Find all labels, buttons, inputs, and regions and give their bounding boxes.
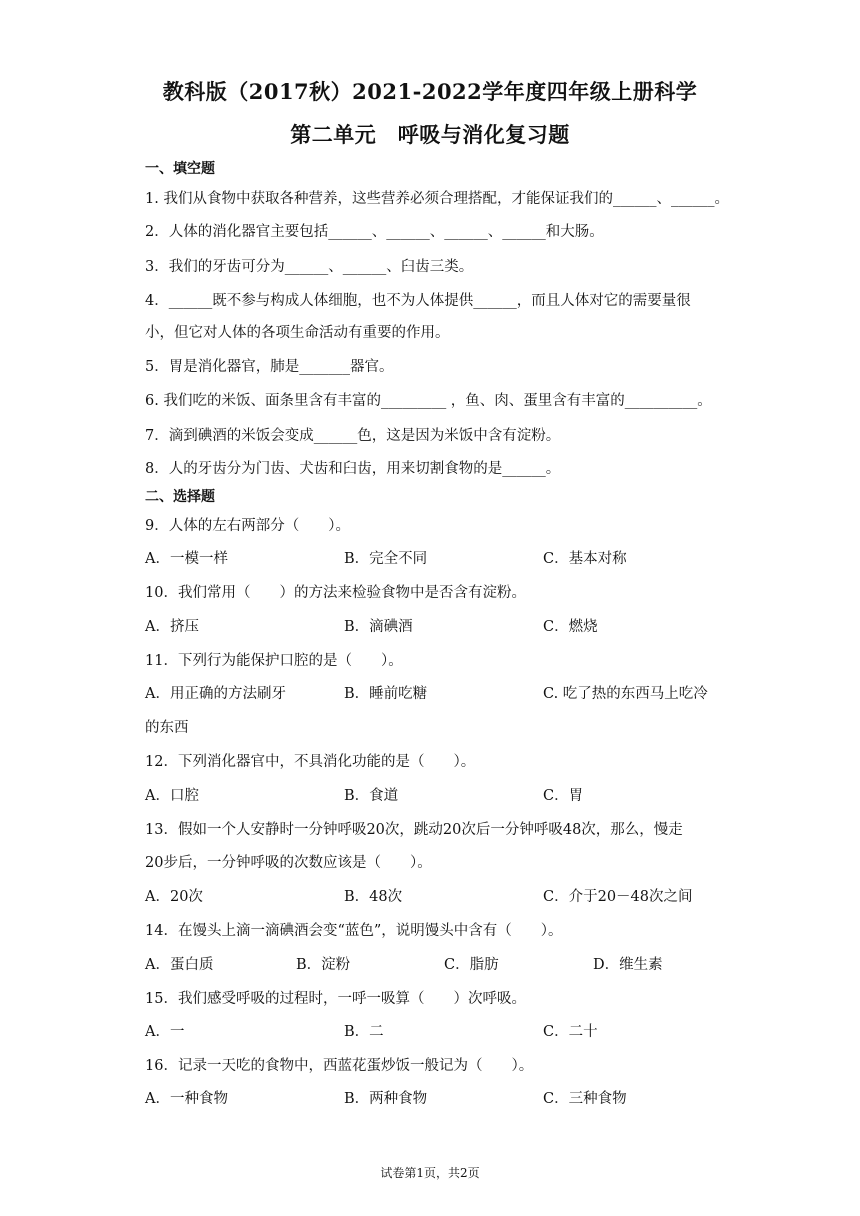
fill-question-4: 4．______既不参与构成人体细胞，也不为人体提供______，而且人体对它的需要量很	[145, 293, 691, 309]
option-12c: C．胃	[543, 788, 584, 804]
option-13a: A．20次	[145, 889, 203, 905]
option-9c: C．基本对称	[543, 551, 627, 567]
option-11a: A．用正确的方法刷牙	[145, 686, 286, 702]
option-15a: A．一	[145, 1024, 185, 1040]
fill-question-8: 8．人的牙齿分为门齿、犬齿和臼齿，用来切割食物的是______。	[145, 461, 561, 477]
option-16b: B．两种食物	[344, 1091, 428, 1107]
title-line-2: 第二单元 呼吸与消化复习题	[290, 122, 570, 147]
fill-question-4-cont: 小，但它对人体的各项生命活动有重要的作用。	[145, 325, 450, 341]
option-14d: D．维生素	[593, 957, 663, 973]
option-9a: A．一模一样	[145, 551, 228, 567]
option-13c: C．介于20－48次之间	[543, 889, 693, 905]
option-11c: C. 吃了热的东西马上吃冷	[543, 686, 708, 702]
choice-question-13: 13．假如一个人安静时一分钟呼吸20次，跳动20次后一分钟呼吸48次，那么，慢走	[145, 822, 683, 838]
option-11b: B．睡前吃糖	[344, 686, 428, 702]
option-14b: B．淀粉	[296, 957, 351, 973]
option-15b: B．二	[344, 1024, 384, 1040]
choice-question-10: 10．我们常用（ ）的方法来检验食物中是否含有淀粉。	[145, 585, 526, 601]
title-line-1: 教科版（2017秋）2021-2022学年度四年级上册科学	[162, 79, 698, 104]
option-12a: A．口腔	[145, 788, 199, 804]
choice-question-13-cont: 20步后，一分钟呼吸的次数应该是（ ）。	[145, 855, 432, 871]
option-10a: A．挤压	[145, 619, 199, 635]
choice-question-12: 12．下列消化器官中，不具消化功能的是（ ）。	[145, 754, 476, 770]
fill-question-2: 2．人体的消化器官主要包括______、______、______、______和大肠。	[145, 224, 604, 240]
fill-question-3: 3．我们的牙齿可分为______、______、臼齿三类。	[145, 259, 474, 275]
choice-question-14: 14．在馒头上滴一滴碘酒会变“蓝色”，说明馒头中含有（ ）。	[145, 923, 563, 939]
option-15c: C．二十	[543, 1024, 598, 1040]
section-fill-heading: 一、填空题	[145, 161, 215, 177]
option-10b: B．滴碘酒	[344, 619, 413, 635]
option-16c: C．三种食物	[543, 1091, 627, 1107]
choice-question-9: 9．人体的左右两部分（ ）。	[145, 518, 350, 534]
option-10c: C．燃烧	[543, 619, 598, 635]
fill-question-5: 5．胃是消化器官，肺是_______器官。	[145, 359, 394, 375]
option-14c: C．脂肪	[444, 957, 499, 973]
choice-question-16: 16．记录一天吃的食物中，西蓝花蛋炒饭一般记为（ ）。	[145, 1058, 534, 1074]
option-16a: A．一种食物	[145, 1091, 228, 1107]
option-12b: B．食道	[344, 788, 399, 804]
option-11c-cont: 的东西	[145, 720, 189, 736]
option-14a: A．蛋白质	[145, 957, 214, 973]
section-choice-heading: 二、选择题	[145, 489, 215, 505]
choice-question-11: 11．下列行为能保护口腔的是（ ）。	[145, 653, 403, 669]
fill-question-1: 1. 我们从食物中获取各种营养，这些营养必须合理搭配，才能保证我们的______、______。	[145, 191, 729, 207]
fill-question-7: 7．滴到碘酒的米饭会变成______色，这是因为米饭中含有淀粉。	[145, 428, 561, 444]
option-9b: B．完全不同	[344, 551, 428, 567]
option-13b: B．48次	[344, 889, 403, 905]
fill-question-6: 6. 我们吃的米饭、面条里含有丰富的_________ ，鱼、肉、蛋里含有丰富的__________。	[145, 393, 712, 409]
choice-question-15: 15．我们感受呼吸的过程时，一呼一吸算（ ）次呼吸。	[145, 991, 526, 1007]
page-footer: 试卷第1页，共2页	[380, 1166, 480, 1180]
